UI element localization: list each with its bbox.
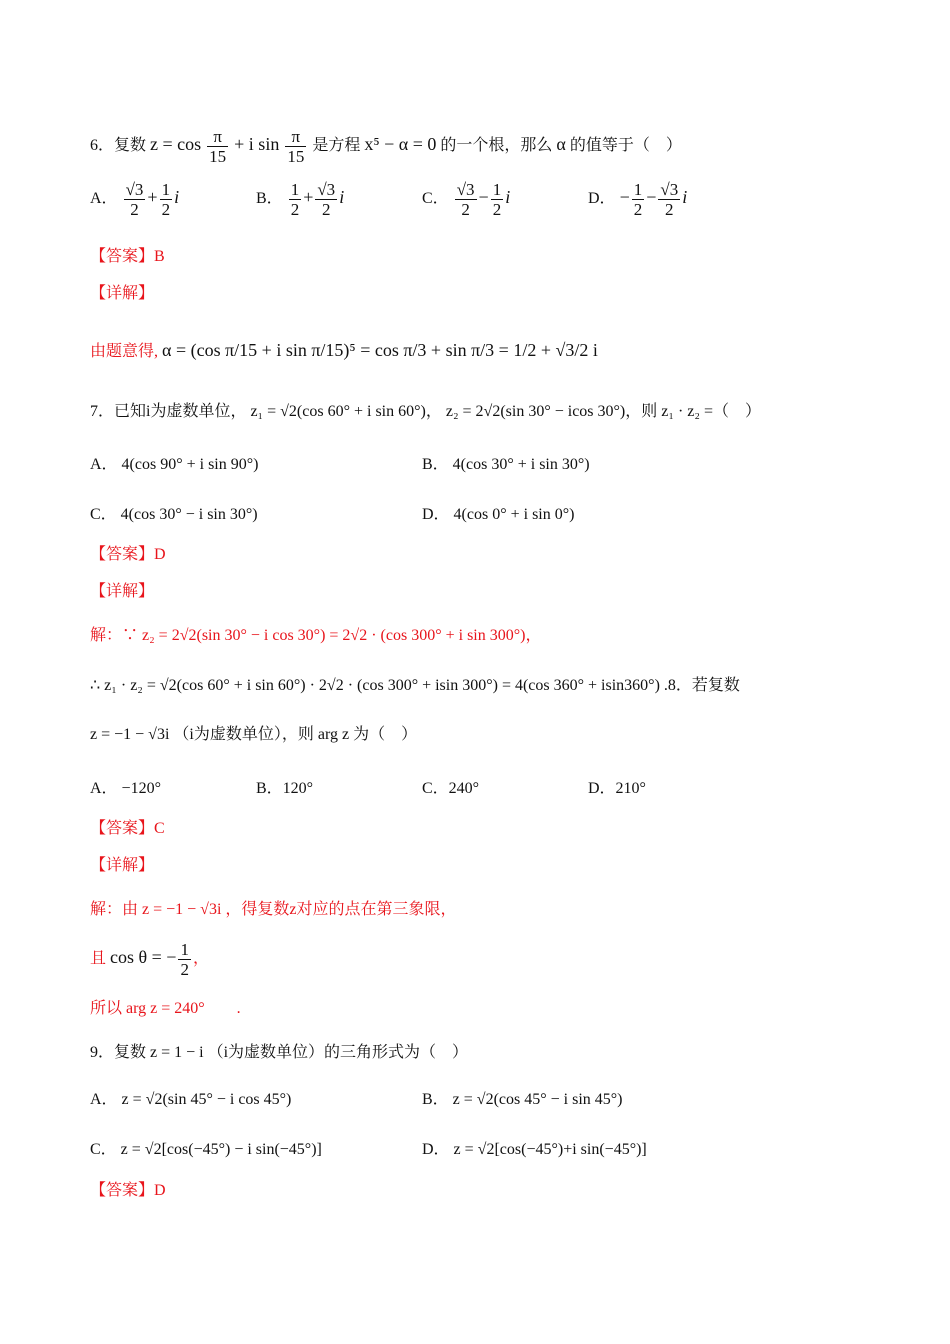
frac-num: √3 [660,180,679,199]
frac [632,180,645,219]
frac-num: 1 [180,940,189,959]
option-label: C． [422,190,449,208]
q6-answer: 【答案】B [90,248,165,265]
q7-answer: 【答案】D [90,546,166,563]
option-label: D． [588,190,616,208]
frac [124,180,146,219]
q6-solution [90,339,598,363]
q9-answer: 【答案】D [90,1182,166,1199]
option-label: B． [256,190,283,208]
q9-option-c: C． z = √2[cos(−45°) − i sin(−45°)] [90,1141,322,1158]
frac-num: √3 [456,180,475,199]
frac-den: 2 [633,200,643,219]
q8-option-a: A． −120° [90,780,161,797]
frac-den: 2 [492,200,502,219]
frac [658,180,680,219]
frac-den: 15 [287,147,305,166]
q6-option-c: C． $\frac{√3}{2}$ − $\frac{1}{2}$ i [422,180,511,219]
frac-den: 2 [180,960,189,979]
frac-den: 2 [290,200,300,219]
frac-num: 1 [633,180,643,199]
frac-num: π [207,127,228,147]
q7-option-b: B． 4(cos 30° + i sin 30°) [422,456,590,473]
q6-equation: x⁵ − α = 0 [364,134,437,155]
frac [315,180,337,219]
frac [455,180,477,219]
frac-num: 1 [492,180,502,199]
q6-solution-expr: α = (cos π/15 + i sin π/15)⁵ = cos π/3 + sin π/3 = 1/2 + √3/2 i [162,340,598,360]
q8-sol2-expr: cos θ = − [110,947,177,968]
q6-expr-isin: + i sin [234,134,280,155]
q6-end: 的值等于（ ） [569,137,682,155]
q6-alpha: α [556,134,566,155]
q6-suffix: 的一个根，那么 [440,137,553,155]
frac-den: 2 [161,200,171,219]
frac-den: 2 [665,200,674,219]
frac-num: π [285,127,306,147]
q9-option-b: B． z = √2(cos 45° − i sin 45°) [422,1091,623,1108]
q6-option-d: D． − $\frac{1}{2}$ − $\frac{√3}{2}$ i [588,180,688,219]
frac-den: 2 [322,200,331,219]
frac-den: 2 [130,200,139,219]
q6-frac-2 [285,127,306,166]
option-label: A． [90,190,118,208]
q6-detail-heading: 【详解】 [90,285,155,302]
q7-solution-line-2: ∴ z₁ · z₂ = √2(cos 60° + i sin 60°) · 2√2 · (cos 300° + isin 300°) = 4(cos 360° + isin360°) .8．若复数 [90,677,740,694]
q6-expr-cos: z = cos [150,134,202,155]
q6-frac-1 [207,127,228,166]
q6-prefix: 6．复数 [90,137,147,155]
q7-detail-heading: 【详解】 [90,583,155,600]
q6-option-a: A． $\frac{√3}{2}$ + $\frac{1}{2}$ i [90,180,180,219]
q9-stem: 9．复数 z = 1 − i （i为虚数单位）的三角形式为（ ） [90,1044,469,1061]
q6-solution-prefix: 由题意得, [90,343,159,360]
frac-den: 15 [209,147,227,166]
q8-stem: z = −1 − √3i （i为虚数单位），则 arg z 为（ ） [90,726,418,743]
q8-option-b: B．120° [256,780,314,797]
q6-option-b: B． $\frac{1}{2}$ + $\frac{√3}{2}$ i [256,180,345,219]
frac-num: 1 [161,180,171,199]
q8-option-d: D．210° [588,780,646,797]
q8-option-c: C．240° [422,780,480,797]
q8-detail-heading: 【详解】 [90,857,155,874]
q7-stem: 7．已知i为虚数单位， z₁ = √2(cos 60° + i sin 60°)， z₂ = 2√2(sin 30° − icos 30°)，则 z₁ · z₂ =（ ） [90,403,761,420]
q8-solution-line-2 [90,940,209,979]
q7-solution-line-1: 解：∵ z₂ = 2√2(sin 30° − i cos 30°) = 2√2 · (cos 300° + i sin 300°)， [90,627,542,644]
frac [289,180,302,219]
q8-solution-line-1: 解：由 z = −1 − √3i ，得复数z对应的点在第三象限， [90,901,457,918]
q9-option-d: D． z = √2[cos(−45°)+i sin(−45°)] [422,1141,647,1158]
frac-num: 1 [290,180,300,199]
frac [160,180,173,219]
frac-den: 2 [461,200,470,219]
q8-solution-line-3: 所以 arg z = 240° . [90,1000,241,1017]
q6-stem [90,127,682,166]
q7-option-d: D． 4(cos 0° + i sin 0°) [422,506,575,523]
frac-num: √3 [125,180,144,199]
frac [491,180,504,219]
q7-option-a: A． 4(cos 90° + i sin 90°) [90,456,259,473]
q6-mid: 是方程 [312,137,361,155]
q9-option-a: A． z = √2(sin 45° − i cos 45°) [90,1091,292,1108]
q8-sol2-prefix: 且 [90,950,107,968]
frac-num: √3 [317,180,336,199]
q8-frac-half [178,940,191,979]
q8-sol2-suffix: ， [192,950,209,968]
q8-answer: 【答案】C [90,820,165,837]
q7-option-c: C． 4(cos 30° − i sin 30°) [90,506,258,523]
